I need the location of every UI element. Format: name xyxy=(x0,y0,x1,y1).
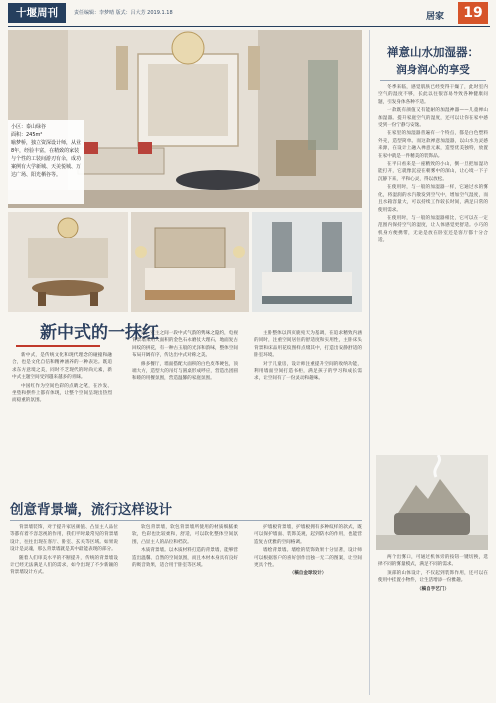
article1-title: 新中式的一抹红 xyxy=(40,323,159,343)
article1-col2-paragraph: 近，室主之间一段中式气韵的隽味之隐约，电视背景墙采用大面积的金色石永磨仗大理石，地面复古回纹的拼花，有一种古玉般的光泽和韵味，整体空间布局开阔有序，传达出中式对称之美。 xyxy=(132,331,238,359)
article2-column-2 xyxy=(132,524,238,696)
article2-source: （稿自金球设计） xyxy=(289,571,327,577)
sidebar-source: （稿自手艺门） xyxy=(416,586,450,592)
article1-col1-paragraph: 中国红作为空间色彩的点睛之笔，在沙发、坐垫和摆件上都有体现，让整个空间呈现出热烈而稳重的氛围。 xyxy=(12,383,112,404)
credits-line: 责任编辑：李梦晴 版式：吕大芳 2019.1.18 xyxy=(74,10,173,16)
article1-col3-paragraph: 主卧整体以四页鹿宛天为基调，在追求精致内涵的同时，注重空间居住的舒适度和实用性，主卧床头背景和床品用花纹图样点缀其中，打造出安静舒适的卧室环境。 xyxy=(254,331,362,359)
sidebar-paragraph: 两个出雾口，可通过机体旁的按钮一键切换，选择不同的雾量模式，满足不同的需求。 xyxy=(378,555,488,568)
info-community: 小区：泰山绿谷 xyxy=(11,124,47,130)
article2-column-3 xyxy=(254,524,362,696)
humidifier-photo xyxy=(376,455,488,550)
sidebar-paragraph: 在使用时，与一般的加湿器一样，它通过水的雾化，将湿润的水汽散发到空气中，增加空气湿度，而且水箱容量大，可以持续工作较长时间，满足日常的使用需求。 xyxy=(378,185,488,213)
article1-col1-paragraph: 新中式，是传统文化和现代理念的碰撞和融合，也是文化自信和精神涵养的一种表达。既追求东方意境之美，同时不乏现代的时尚元素，新中式主题空间受到越来越多的青睐。 xyxy=(12,353,112,381)
sidebar-paragraph: 在家里的加湿器普遍有一个特点，都是白色塑料外壳，造型简单。而这款禅意加湿器，以山水为灵感来源，在设计上融入禅意元素，造型优美独特，放置在家中就是一件精美的装饰品。 xyxy=(378,131,488,159)
column-divider xyxy=(369,30,370,695)
kids-room-photo xyxy=(252,212,362,312)
article2-col1-paragraph: 背景墙装饰，对于提升家居颜值、凸显主人品位等都有着不容忽视的作用，我们平时最常见的背景墙设计，往往出现在客厅、卧室、玄关等区域。如果说设计是灵魂，那么背景墙就是其中最能表现的部分。 xyxy=(10,525,118,553)
section-name: 十堰周刊 xyxy=(8,3,66,23)
article2-col1-paragraph: 随着人们审美水平的不断提升，传统的背景墙设计已经无法满足人们的需求，如今出现了不少新颖的背景墙设计方式。 xyxy=(10,555,118,576)
sidebar-subtitle: 润身润心的享受 xyxy=(396,64,470,76)
article1-column-2 xyxy=(132,330,238,490)
article1-column-1 xyxy=(12,352,112,490)
dining-room-photo xyxy=(8,212,128,312)
sidebar-title: 禅意山水加湿器： xyxy=(387,45,479,59)
sidebar-body-continued xyxy=(378,554,488,696)
designer-info-card xyxy=(8,120,84,204)
sidebar-paragraph: 冬季来临，感觉肌肤已经变得干燥了，此时室内空气的湿度不够，长此以往很容易导致各种健康问题，引发身体各种不适。 xyxy=(378,85,488,105)
masthead xyxy=(0,0,496,28)
dining-room-illustration xyxy=(8,212,128,312)
sidebar-body xyxy=(378,84,488,450)
page-number: 19 xyxy=(458,2,488,24)
sidebar-paragraph: 一款既有颜值又有能耐的加湿神器——儿童禅山加湿器。提升家庭空气的湿度，还可以让你在家中感受到一份宁静与安逸。 xyxy=(378,108,488,129)
article2-col2-paragraph: 木质背景墙。以木质材料打造的背景墙，能够营造出温馨、自然的空间氛围，而且木材本身具有良好的吸音效果，适合用于卧室等区域。 xyxy=(132,548,238,569)
article2-column-1 xyxy=(10,524,118,696)
sidebar-paragraph: 顶部的山体设计，不仅起到装饰作用，还可以在使用中挂置小物件，让生活增添一份雅趣。 xyxy=(378,570,488,584)
header-rule xyxy=(8,26,490,27)
sidebar-paragraph: 在平日看来是一座精致的小山，倒一旦把加湿功能打开，它就像沉浸在朝雾中的深山，让心境一下子沉静下来，平和心灵，得以放松。 xyxy=(378,162,488,182)
section-label: 居家 xyxy=(426,12,445,22)
article2-col3-paragraph: 护墙板背景墙，护墙板拥有多种纹样的款式，既可以保护墙面、装饰美观，起到防水的作用，也能营造复古优雅的空间格调。 xyxy=(254,525,362,545)
info-designer: 喻梦桥，独立资深设计师，从业8年，经验丰富，在精致的家装与个性的工装间游刃有余，成功案例有大学新城、天美悦城、万达广场、阳光栖谷等。 xyxy=(11,140,82,178)
kids-room-illustration xyxy=(252,212,362,312)
sidebar-title-rule xyxy=(380,80,486,81)
article1-title-underline xyxy=(16,345,100,347)
humidifier-illustration xyxy=(376,455,488,550)
article2-title: 创意背景墙，流行这样设计 xyxy=(10,502,172,518)
article2-col3-paragraph: 墙绘背景墙。墙绘的装饰效果十分显著，设计师可以根据客户的喜好创作出独一无二的图案，让空间更具个性。 xyxy=(254,548,362,569)
info-area: 面积：245m² xyxy=(11,132,43,138)
article1-col2-paragraph: 修多餐厅，墙面搭配大面积的白色皮革硬包，顶端大方，造型大的吊灯与圆桌形成呼应，营造出团圆和睦的用餐氛围，营造温馨的家庭氛围。 xyxy=(132,361,238,382)
article1-col3-paragraph: 对于儿童房，设计师注重提升空间的收纳功能，利用墙面空间打造书柜，满足孩子的学习和成长需求，让空间有了一份灵动和趣味。 xyxy=(254,361,362,382)
bedroom-photo xyxy=(131,212,249,312)
article1-column-3 xyxy=(254,330,362,490)
article2-col2-paragraph: 软包背景墙，软包背景墙所使用的材质细腻柔软，色彩也比较柔和，舒适，可以软化整体空间氛围，凸显主人的品位和档次。 xyxy=(132,525,238,545)
sidebar-paragraph: 在使用时，与一般的加湿器相比，它可以在一定范围内保持空气的湿度，让人体感觉更舒适。小巧的机身方便携带，无论是放在卧室还是客厅都十分合适。 xyxy=(378,215,488,244)
bedroom-illustration xyxy=(131,212,249,312)
article2-title-rule xyxy=(10,520,362,521)
